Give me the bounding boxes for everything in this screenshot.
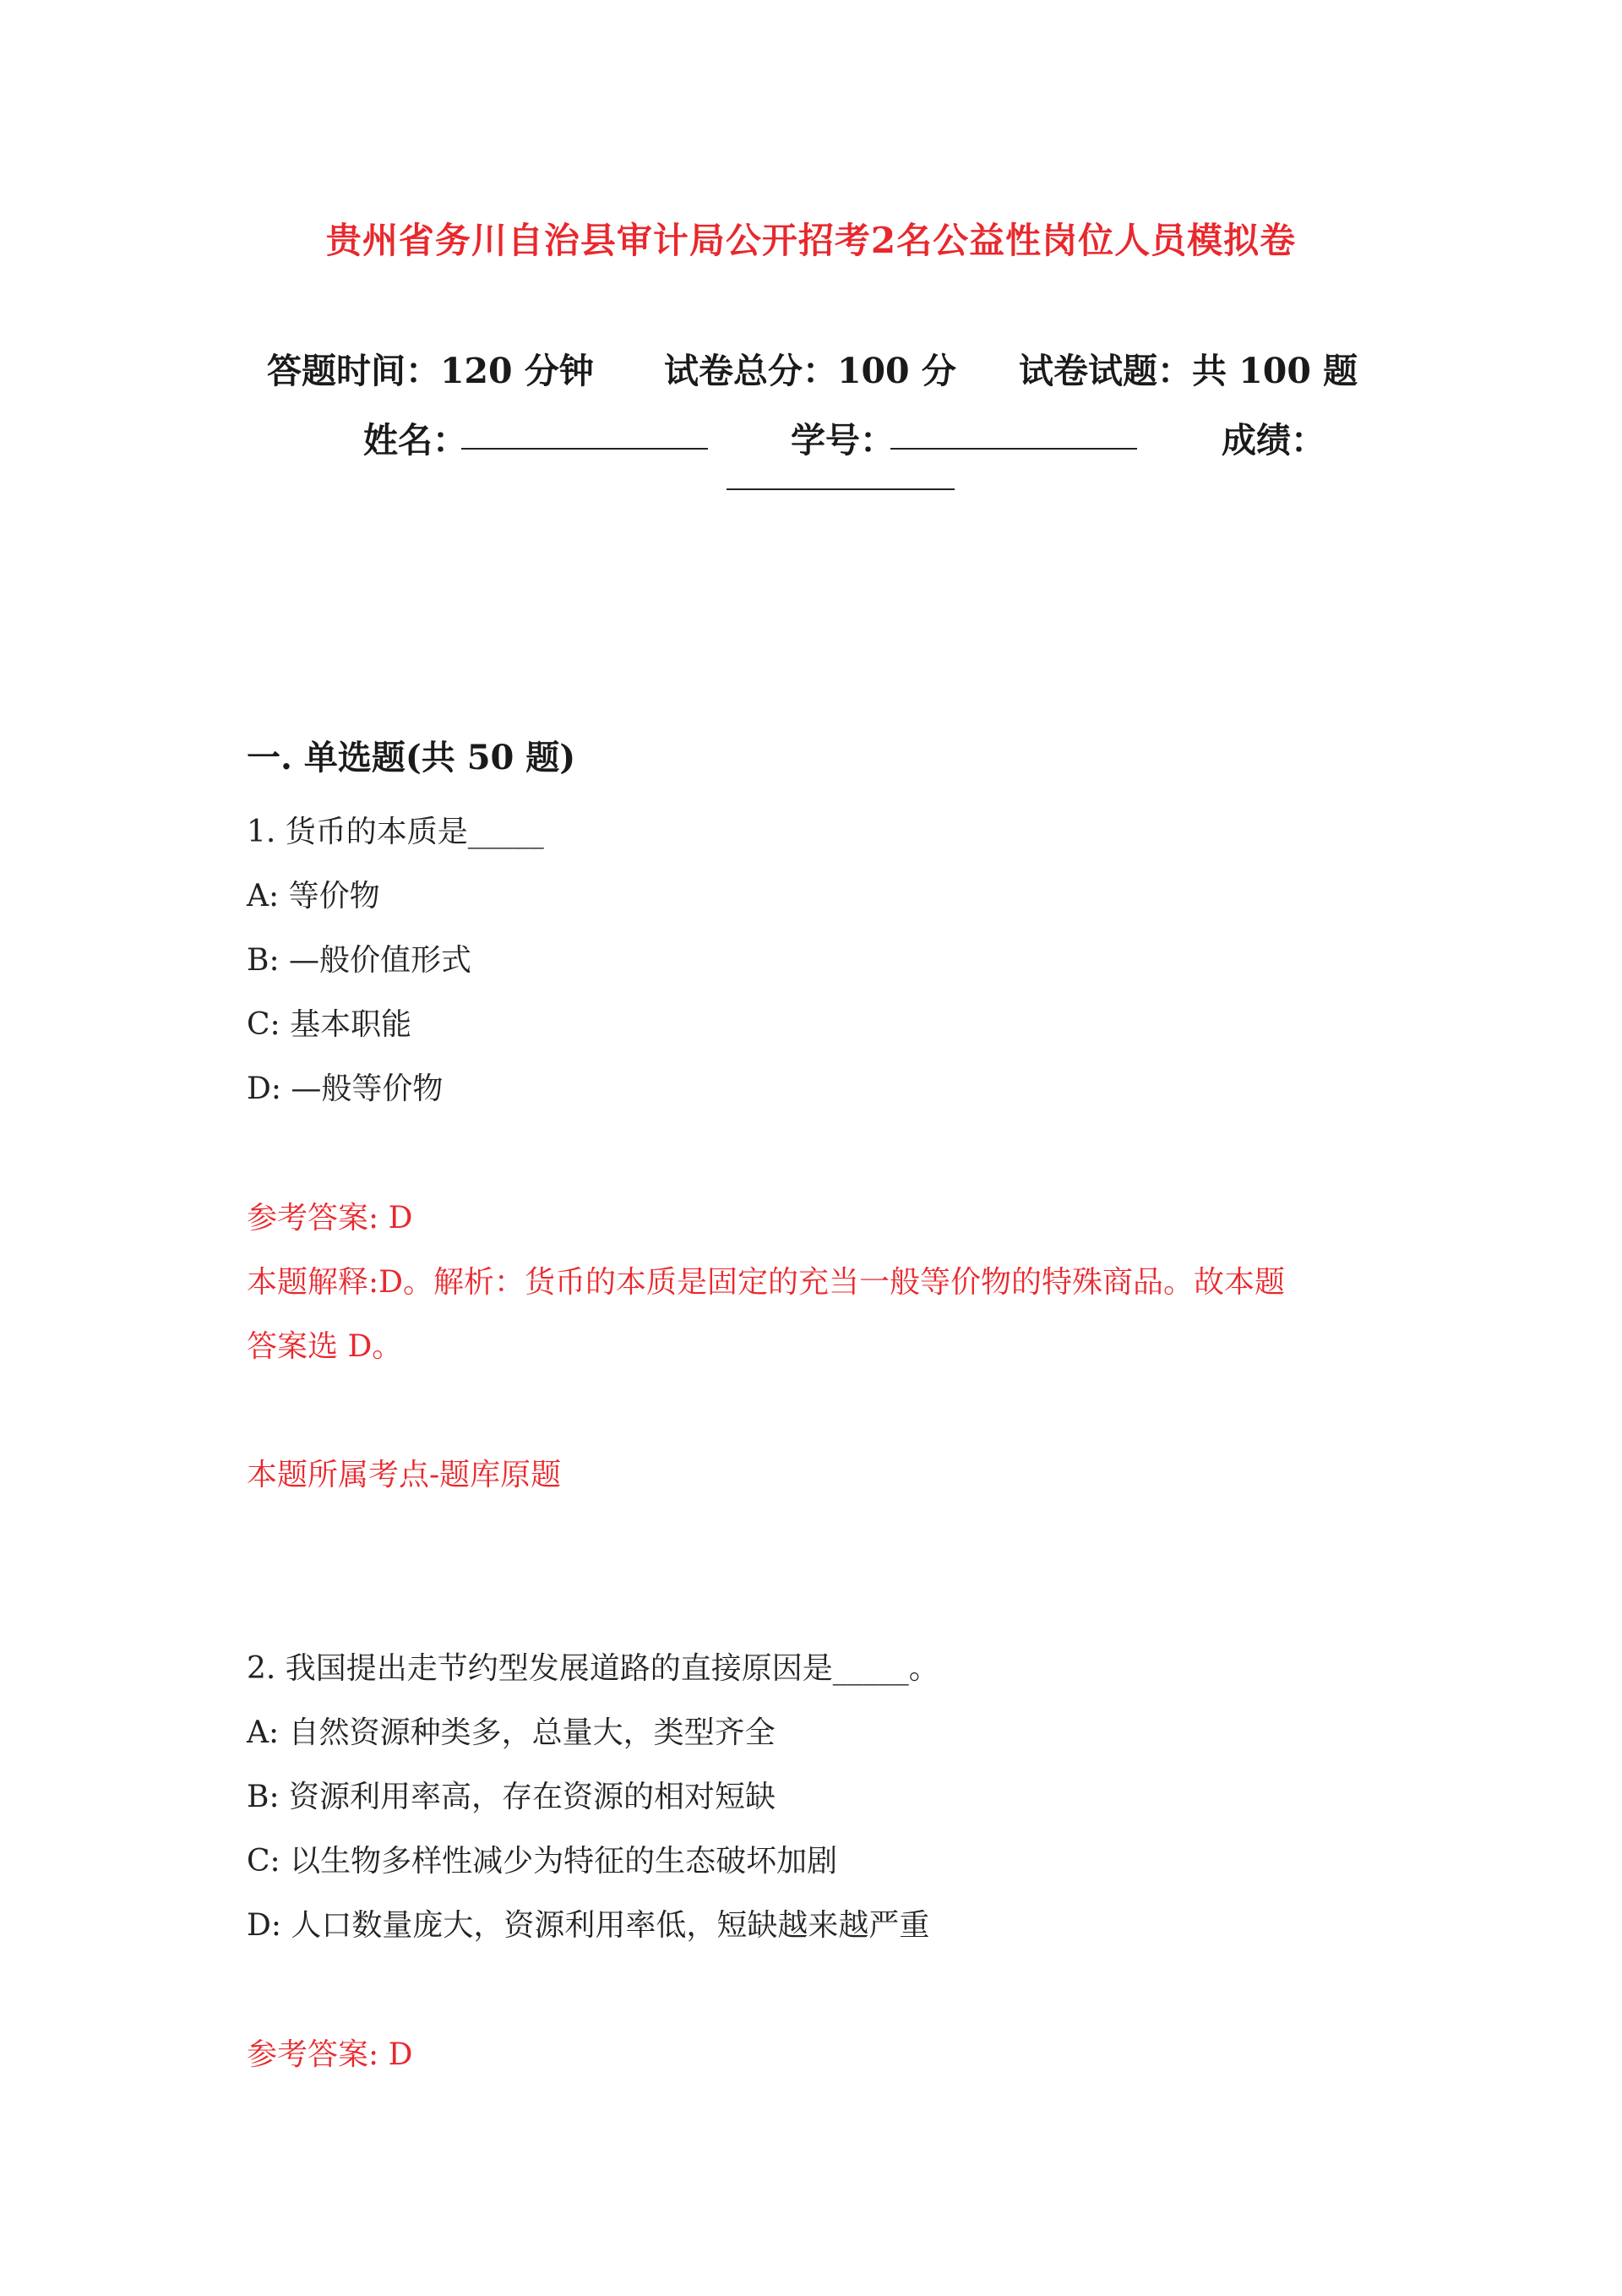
option-b: B: —般价值形式: [247, 943, 472, 978]
exam-time: 答题时间：120 分钟: [267, 351, 594, 391]
reference-answer: 参考答案: D: [247, 1201, 413, 1235]
explanation-line-2: 答案选 D。: [247, 1329, 403, 1364]
option-a: A: 等价物: [247, 879, 380, 913]
question-stem: 2. 我国提出走节约型发展道路的直接原因是_____。: [247, 1651, 939, 1686]
grade-blank: [727, 488, 955, 490]
option-b: B: 资源利用率高，存在资源的相对短缺: [247, 1780, 776, 1814]
exam-question-count: 试卷试题：共 100 题: [1019, 351, 1358, 391]
option-d: D: 人口数量庞大，资源利用率低，短缺越来越严重: [247, 1908, 930, 1943]
reference-answer: 参考答案: D: [247, 2037, 413, 2072]
option-c: C: 基本职能: [247, 1007, 412, 1042]
student-id-label: 学号：: [791, 420, 895, 461]
section-heading: 一. 单选题(共 50 题): [247, 738, 576, 777]
option-c: C: 以生物多样性减少为特征的生态破坏加剧: [247, 1844, 838, 1879]
grade-label: 成绩：: [1222, 420, 1325, 461]
option-d: D: —般等价物: [247, 1072, 444, 1106]
option-a: A: 自然资源种类多，总量大，类型齐全: [247, 1715, 776, 1750]
exam-title: 贵州省务川自治县审计局公开招考2名公益性岗位人员模拟卷: [325, 220, 1297, 261]
name-blank: [461, 448, 708, 450]
student-id-blank: [890, 448, 1137, 450]
name-label: 姓名：: [363, 420, 467, 461]
exam-total-score: 试卷总分：100 分: [664, 351, 956, 391]
question-stem: 1. 货币的本质是_____: [247, 815, 544, 849]
explanation-line-1: 本题解释:D。解析：货币的本质是固定的充当一般等价物的特殊商品。故本题: [247, 1265, 1285, 1300]
knowledge-point: 本题所属考点-题库原题: [247, 1458, 562, 1492]
